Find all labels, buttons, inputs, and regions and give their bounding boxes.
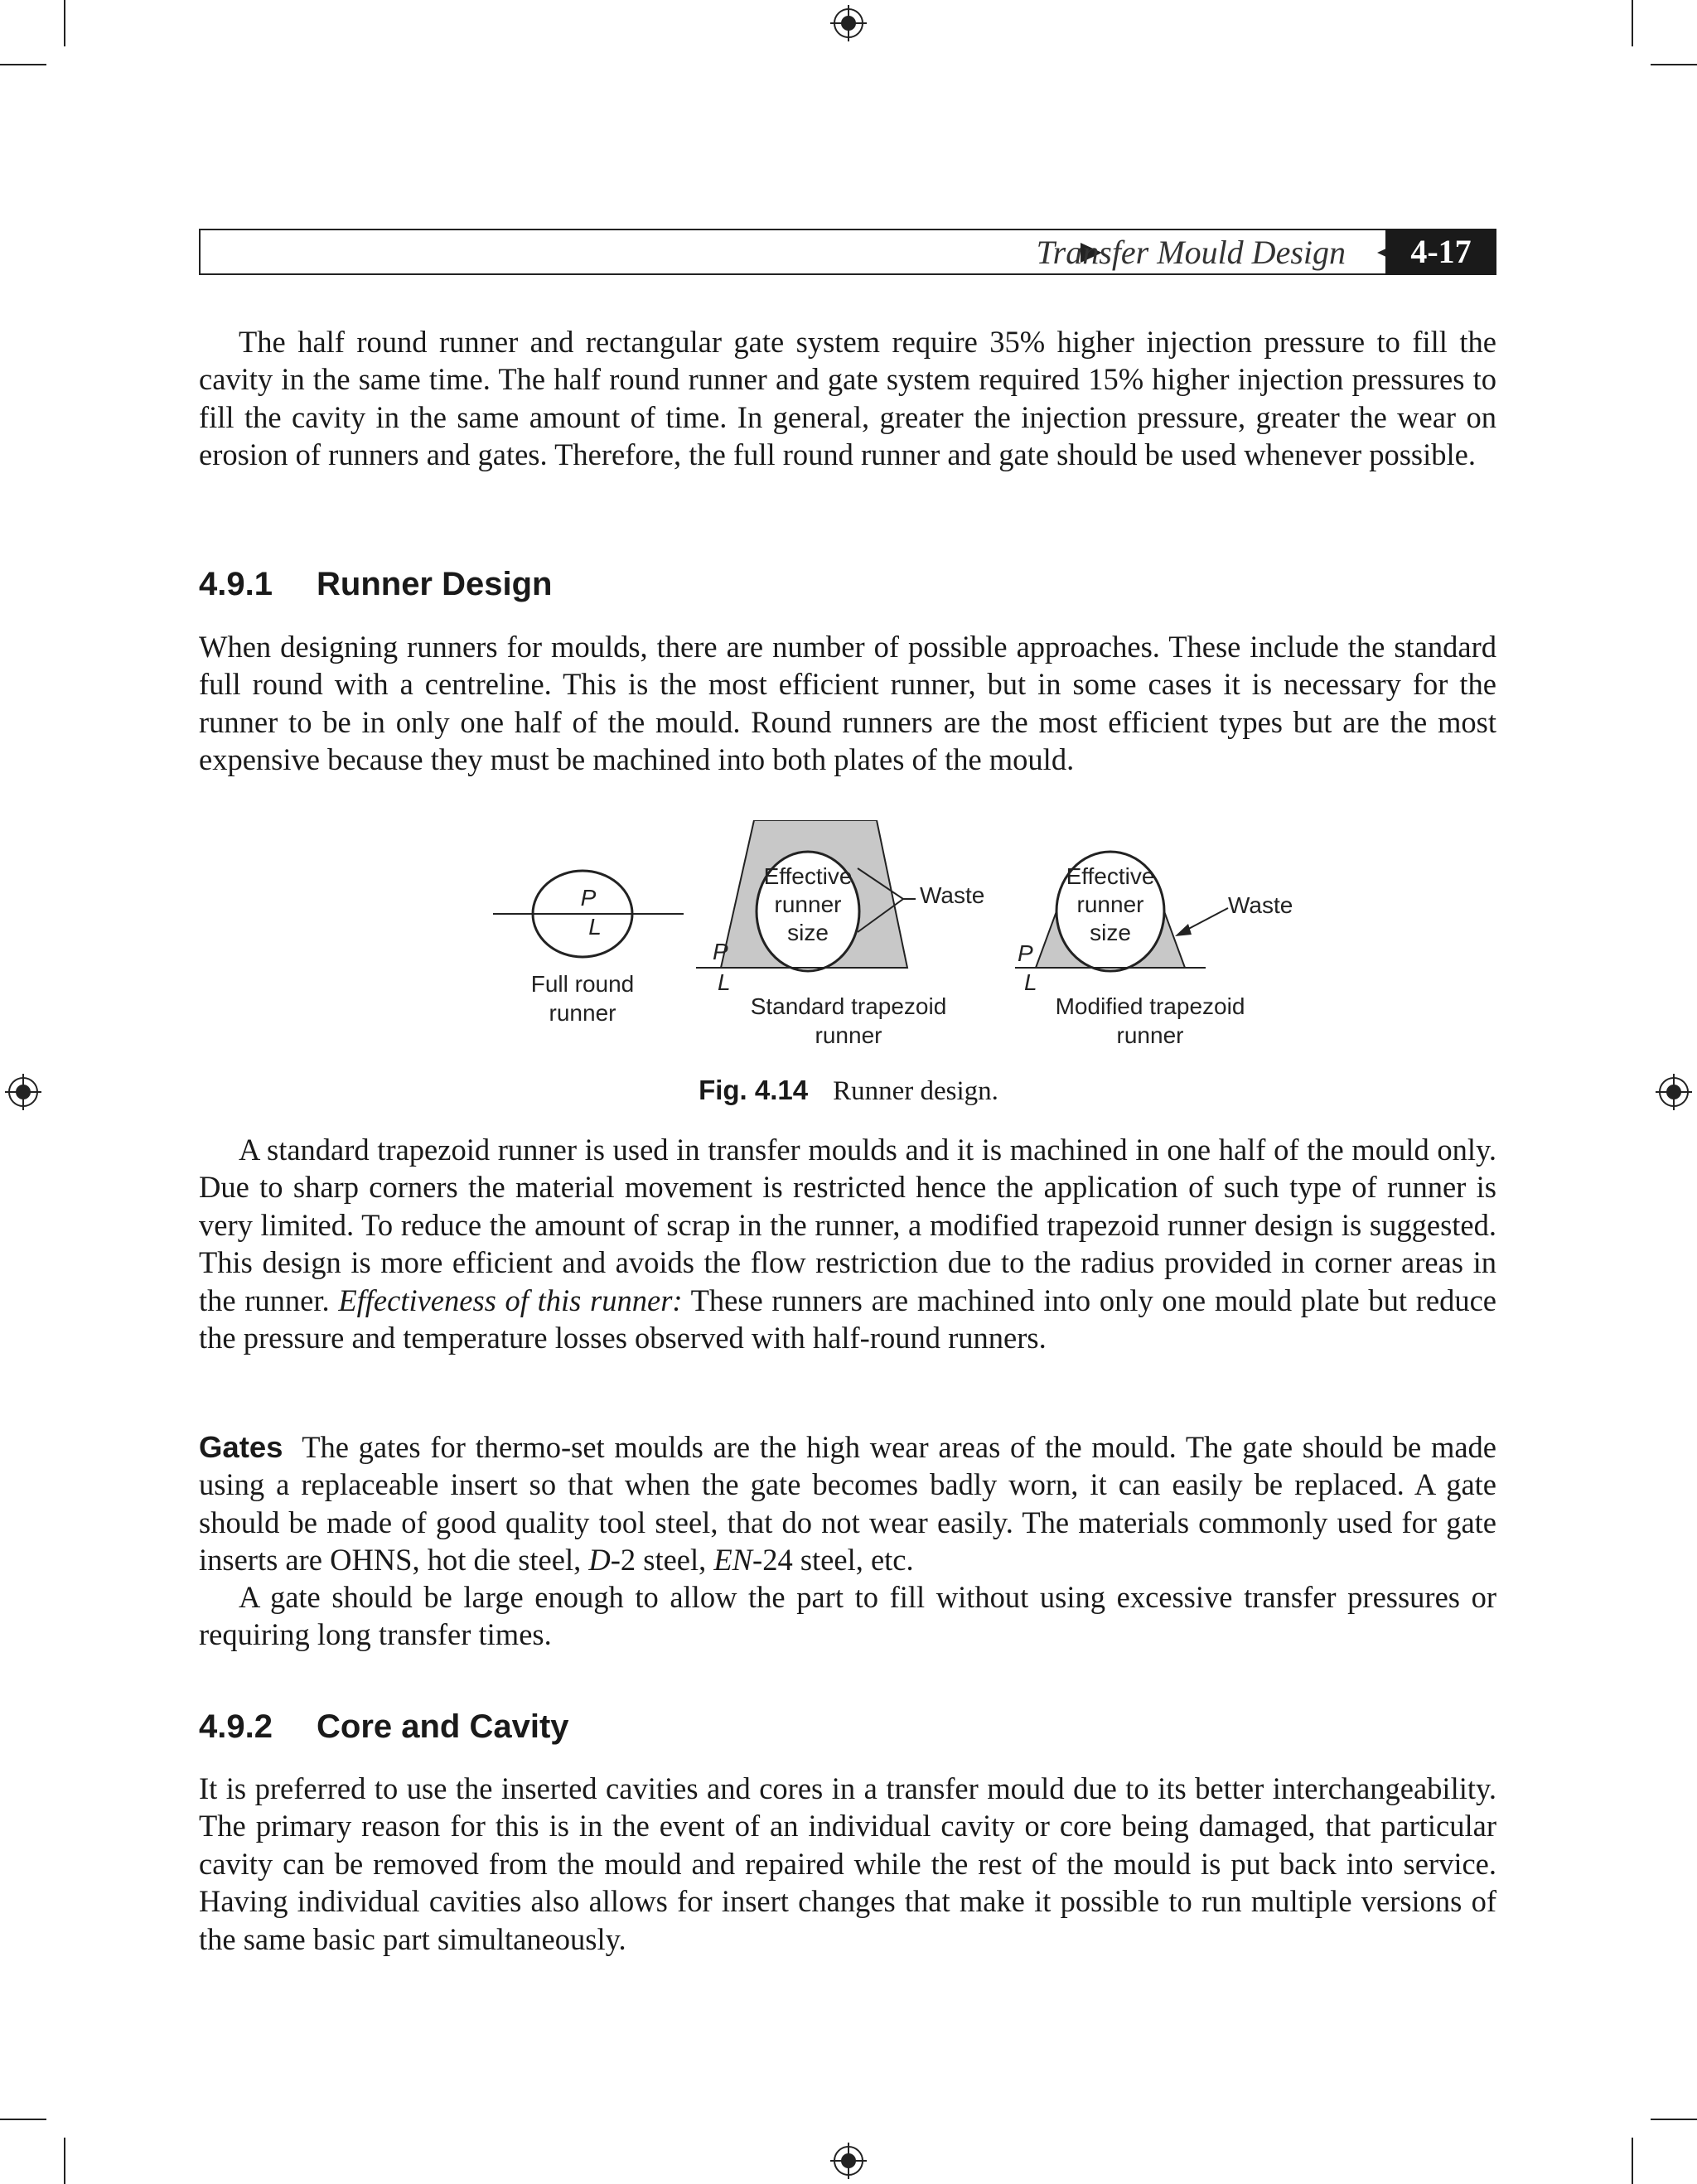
crop-mark-top-left-horizontal (0, 64, 46, 65)
section-number: 4.9.2 (199, 1708, 273, 1745)
standard-trapezoid-runner-diagram (696, 820, 984, 1048)
modified-effective-line3: size (1090, 920, 1131, 945)
standard-effective-line3: size (787, 920, 829, 945)
crop-mark-bottom-right-horizontal (1651, 2119, 1697, 2120)
runner-design-figure (464, 820, 1317, 1069)
section-number: 4.9.1 (199, 566, 273, 602)
modified-name-line1: Modified trapezoid (1055, 993, 1245, 1019)
figure-caption-text: Runner design. (833, 1076, 998, 1106)
gates-text-part1: The gates for thermo-set moulds are the high wear areas of the mould. The gate should be made using a replaceable insert so that when the gate becomes badly worn, it can easily be replaced. A gate should be made of good quality tool steel, that do not wear easily. The materials commonly used for gate inserts are OHNS, hot die steel, (199, 1430, 1505, 1578)
crop-mark-top-left-vertical (64, 0, 65, 46)
crop-mark-bottom-right-vertical (1632, 2138, 1633, 2184)
gates-italic-d: D (588, 1543, 611, 1578)
full-round-p-label: P (580, 885, 597, 911)
section-title: Runner Design (317, 566, 553, 602)
trapezoid-text-after: These runners are machined into only one mould plate but reduce the pressure and temperature losses observed with half-round runners. (199, 1283, 1496, 1355)
full-round-runner-diagram (493, 871, 684, 1026)
core-cavity-paragraph: It is preferred to use the inserted cavities and cores in a transfer mould due to its better interchangeability. The primary reason for this is in the event of an individual cavity or core being damaged, that particular cavity can be removed from the mould and repaired while the rest of the mould is put back into service. Having individual cavities also allows for insert changes that make it possible to run multiple versions of the same basic part simultaneously. (199, 1771, 1496, 1956)
figure-label: Fig. 4.14 (699, 1075, 809, 1105)
registration-mark-bottom-icon (830, 2143, 867, 2179)
crop-mark-top-right-vertical (1632, 0, 1633, 46)
crop-mark-bottom-left-vertical (64, 2138, 65, 2184)
gates-italic-en: EN (713, 1543, 753, 1578)
running-title: Transfer Mould Design (1036, 234, 1346, 271)
full-round-l-label: L (588, 914, 602, 940)
modified-waste-label: Waste (1228, 892, 1293, 918)
full-round-name-line1: Full round (530, 971, 635, 997)
standard-name-line2: runner (815, 1022, 882, 1048)
gates-run-in-heading: Gates (199, 1430, 283, 1464)
running-header (199, 229, 1496, 275)
trapezoid-paragraph (199, 1131, 1496, 1356)
modified-name-line2: runner (1116, 1022, 1184, 1048)
runner-design-paragraph: When designing runners for moulds, there are number of possible approaches. These include the standard full round with a centreline. This is the most efficient runner, but in some cases it is necessary for the runner to be in only one half of the mould. Round runners are the most efficient types but are the most expensive because they must be machined into both plates of the mould. (199, 630, 1496, 777)
gates-paragraph (199, 1428, 1505, 1579)
standard-waste-label: Waste (920, 882, 985, 908)
full-round-name-line2: runner (549, 1000, 616, 1026)
intro-paragraph: The half round runner and rectangular gate system require 35% higher injection pressure to fill the cavity in the same time. The half round runner and gate system required 15% higher injection pressures to fill the cavity in the same amount of time. In general, greater the injection pressure, greater the wear on erosion of runners and gates. Therefore, the full round runner and gate should be used whenever possible. (199, 325, 1496, 472)
standard-effective-line1: Effective (763, 863, 853, 889)
figure-caption (0, 1075, 1697, 1107)
modified-effective-line2: runner (1076, 891, 1144, 917)
section-title: Core and Cavity (317, 1708, 569, 1745)
crop-mark-bottom-left-horizontal (0, 2119, 46, 2120)
page-number: 4-17 (1385, 229, 1496, 275)
gates-text-part2: -2 steel, (610, 1543, 714, 1578)
standard-effective-line2: runner (774, 891, 842, 917)
standard-p-label: P (713, 939, 728, 964)
modified-effective-line1: Effective (1066, 863, 1155, 889)
gates-paragraph-2: A gate should be large enough to allow the part to fill without using excessive transfer pressures or requiring long transfer times. (199, 1580, 1496, 1652)
modified-p-label: P (1018, 940, 1033, 966)
section-heading-core-and-cavity (199, 1708, 569, 1746)
standard-l-label: L (718, 969, 731, 995)
modified-l-label: L (1024, 969, 1037, 995)
gates-text-part3: -24 steel, etc. (752, 1543, 914, 1578)
section-heading-runner-design (199, 566, 552, 603)
standard-name-line1: Standard trapezoid (750, 993, 947, 1019)
crop-mark-top-right-horizontal (1651, 64, 1697, 65)
registration-mark-top-icon (830, 5, 867, 41)
trapezoid-italic-phrase: Effectiveness of this runner: (338, 1283, 683, 1317)
modified-trapezoid-runner-diagram (1015, 852, 1293, 1048)
trapezoid-text-before: A standard trapezoid runner is used in transfer moulds and it is machined in one half of the mould only. Due to sharp corners the material movement is restricted hence the application of such type of runner is very limited. To reduce the amount of scrap in the runner, a modified trapezoid runner design is suggested. This design is more efficient and avoids the flow restriction due to the radius provided in corner areas in the runner. (199, 1133, 1496, 1317)
